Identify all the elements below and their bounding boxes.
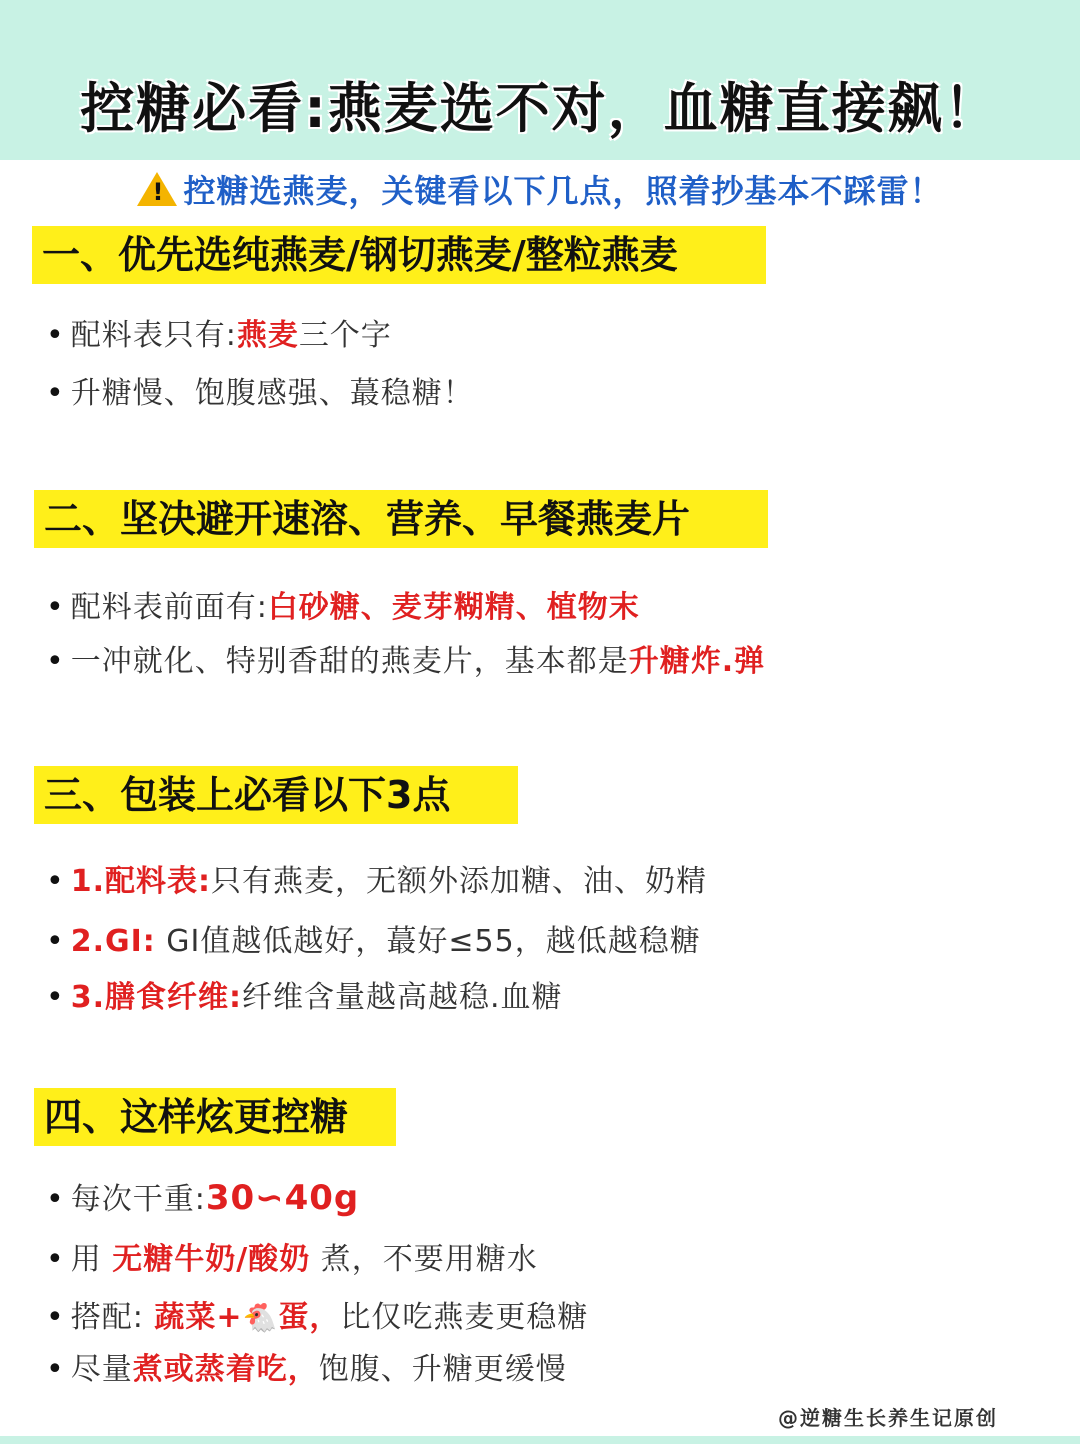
item-highlight: 3.膳食纤维:	[70, 980, 242, 1015]
item-highlight: 无糖牛奶/酸奶	[112, 1242, 311, 1277]
item-text: GI值越低越好，蕞好≤55，越低越稳糖	[155, 924, 701, 959]
bullet: •	[46, 1352, 65, 1387]
item-text: 煮，不要用糖水	[310, 1242, 538, 1277]
item-highlight: 燕麦	[236, 318, 299, 353]
item-text: 只有燕麦，无额外添加糖、油、奶精	[210, 864, 707, 899]
item-text: 尽量	[70, 1352, 133, 1387]
bullet: •	[46, 590, 65, 625]
list-item	[46, 310, 392, 354]
list-item	[46, 972, 563, 1016]
item-text: 一冲就化、特别香甜的燕麦片，基本都是	[70, 644, 629, 679]
bullet: •	[46, 318, 65, 353]
item-text: 升糖慢、饱腹感强、蕞稳糖！	[70, 376, 474, 411]
item-text: 用	[70, 1242, 113, 1277]
item-highlight: 蛋，	[278, 1300, 341, 1335]
list-item	[46, 1174, 359, 1218]
item-text: 纤维含量越高越稳.血糖	[241, 980, 563, 1015]
item-highlight: 白砂糖、麦芽糊精、植物末	[267, 590, 640, 625]
list-item	[46, 636, 765, 680]
item-text: 搭配:	[70, 1300, 155, 1335]
item-text: 配料表只有:	[70, 318, 237, 353]
author-credit: @逆糖生长养生记原创	[778, 1406, 998, 1430]
item-text: 饱腹、升糖更缓慢	[318, 1352, 567, 1387]
section-heading-2: 二、坚决避开速溶、营养、早餐燕麦片	[34, 490, 768, 548]
bullet: •	[46, 376, 65, 411]
item-highlight: 30∽40g	[205, 1178, 360, 1218]
item-highlight: 升糖炸.弹	[628, 644, 766, 679]
section-heading-4: 四、这样炫更控糖	[34, 1088, 396, 1146]
item-highlight: 1.配料表:	[70, 864, 211, 899]
intro-label: 控糖选燕麦，关键看以下几点，照着抄基本不踩雷！	[183, 172, 943, 210]
bullet: •	[46, 924, 65, 959]
page-title: 控糖必看:燕麦选不对，血糖直接飙！	[80, 77, 1000, 140]
list-item	[46, 582, 640, 626]
bullet: •	[46, 1242, 65, 1277]
item-highlight: 煮或蒸着吃，	[132, 1352, 319, 1387]
chicken-icon: 🐔	[242, 1301, 279, 1334]
warning-icon	[137, 172, 177, 206]
bullet: •	[46, 1182, 65, 1217]
item-text: 比仅吃燕麦更稳糖	[340, 1300, 589, 1335]
intro-text	[0, 166, 1080, 212]
list-item	[46, 856, 707, 900]
section-heading-1: 一、优先选纯燕麦/钢切燕麦/整粒燕麦	[32, 226, 766, 284]
bullet: •	[46, 980, 65, 1015]
list-item	[46, 1344, 567, 1388]
list-item	[46, 916, 701, 960]
bullet: •	[46, 644, 65, 679]
item-text: 每次干重:	[70, 1182, 206, 1217]
section-heading-3: 三、包装上必看以下3点	[34, 766, 518, 824]
bullet: •	[46, 864, 65, 899]
list-item	[46, 1234, 538, 1278]
bullet: •	[46, 1300, 65, 1335]
item-highlight: 2.GI:	[70, 924, 156, 959]
item-text: 配料表前面有:	[70, 590, 268, 625]
list-item	[46, 1292, 588, 1336]
item-highlight: 蔬菜+	[154, 1300, 243, 1335]
list-item	[46, 368, 474, 412]
bottom-strip	[0, 1436, 1080, 1444]
item-text: 三个字	[298, 318, 392, 353]
